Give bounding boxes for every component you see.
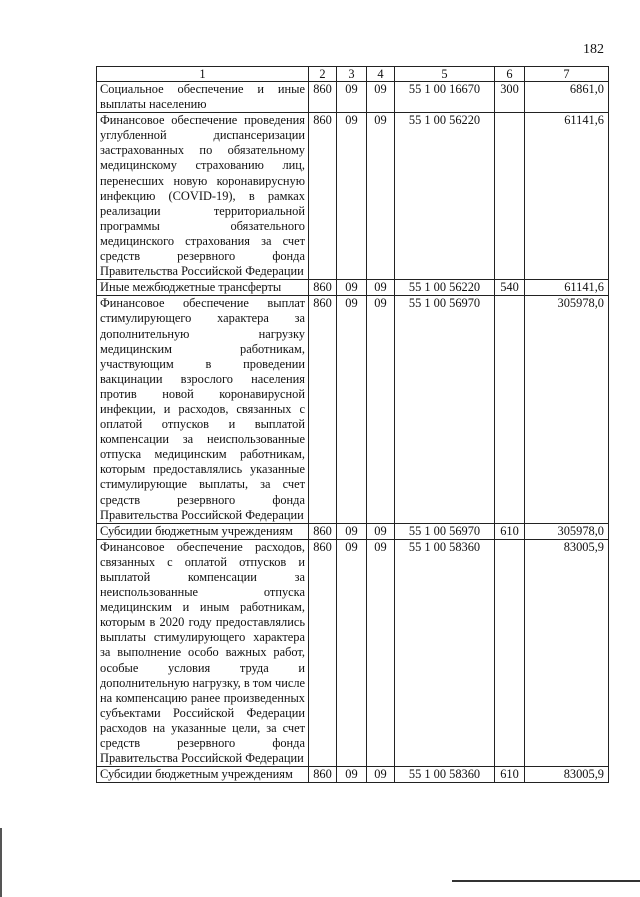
row-amount-cell: 61141,6 [525, 113, 609, 280]
header-cell: 7 [525, 67, 609, 82]
header-cell: 4 [367, 67, 395, 82]
row-target-cell: 55 1 00 58360 [395, 767, 495, 783]
table-row [97, 523, 609, 539]
row-section-cell: 09 [337, 280, 367, 296]
row-section-cell: 09 [337, 113, 367, 280]
row-subsection-cell: 09 [367, 767, 395, 783]
row-code-cell: 860 [309, 767, 337, 783]
row-section-cell: 09 [337, 296, 367, 523]
table-row [97, 296, 609, 523]
header-cell: 1 [97, 67, 309, 82]
row-name-cell: Финансовое обеспечение выплат стимулирующего характера за дополнительную нагрузку медицинским работникам, участвующим в проведении вакцинации взрослого населения против новой коронавирусной инфекции, и расходов, связанных с оплатой отпусков и выплатой компенсации за неиспользованные отпуска медицинским работникам, которым предоставлялись указанные стимулирующие выплаты, за счет средств резервного фонда Правительства Российской Федерации [97, 296, 309, 523]
row-code-cell: 860 [309, 539, 337, 766]
header-cell: 6 [495, 67, 525, 82]
row-target-cell: 55 1 00 16670 [395, 82, 495, 113]
row-name-cell: Субсидии бюджетным учреждениям [97, 523, 309, 539]
row-amount-cell: 6861,0 [525, 82, 609, 113]
bottom-rule [452, 880, 640, 882]
page-number: 182 [583, 42, 604, 57]
row-expense-type-cell: 540 [495, 280, 525, 296]
row-section-cell: 09 [337, 523, 367, 539]
row-expense-type-cell [495, 539, 525, 766]
row-code-cell: 860 [309, 523, 337, 539]
budget-table [96, 66, 609, 783]
header-cell: 5 [395, 67, 495, 82]
row-code-cell: 860 [309, 82, 337, 113]
row-subsection-cell: 09 [367, 523, 395, 539]
row-subsection-cell: 09 [367, 539, 395, 766]
table-row [97, 539, 609, 766]
row-amount-cell: 305978,0 [525, 523, 609, 539]
row-section-cell: 09 [337, 767, 367, 783]
row-name-cell: Социальное обеспечение и иные выплаты населению [97, 82, 309, 113]
row-expense-type-cell: 300 [495, 82, 525, 113]
scan-edge [0, 828, 2, 897]
row-code-cell: 860 [309, 296, 337, 523]
header-cell: 3 [337, 67, 367, 82]
row-name-cell: Финансовое обеспечение проведения углубленной диспансеризации застрахованных по обязательному медицинскому страхованию лиц, перенесших новую коронавирусную инфекцию (COVID-19), в рамках реализации территориальной программы обязательного медицинского страхования за счет средств резервного фонда Правительства Российской Федерации [97, 113, 309, 280]
row-amount-cell: 83005,9 [525, 539, 609, 766]
row-subsection-cell: 09 [367, 280, 395, 296]
row-amount-cell: 305978,0 [525, 296, 609, 523]
row-expense-type-cell: 610 [495, 523, 525, 539]
row-target-cell: 55 1 00 56220 [395, 280, 495, 296]
row-name-cell: Субсидии бюджетным учреждениям [97, 767, 309, 783]
row-name-cell: Финансовое обеспечение расходов, связанных с оплатой отпусков и выплатой компенсации за неиспользованные отпуска медицинским и иным работникам, которым в 2020 году предоставлялись выплаты стимулирующего характера за выполнение особо важных работ, особые условия труда и дополнительную нагрузку, в том числе на компенсацию ранее произведенных субъектами Российской Федерации расходов на указанные цели, за счет средств резервного фонда Правительства Российской Федерации [97, 539, 309, 766]
row-target-cell: 55 1 00 56970 [395, 296, 495, 523]
table-row [97, 280, 609, 296]
row-subsection-cell: 09 [367, 113, 395, 280]
row-expense-type-cell: 610 [495, 767, 525, 783]
table-header-row [97, 67, 609, 82]
row-expense-type-cell [495, 113, 525, 280]
row-subsection-cell: 09 [367, 296, 395, 523]
row-target-cell: 55 1 00 58360 [395, 539, 495, 766]
row-code-cell: 860 [309, 280, 337, 296]
table-row [97, 767, 609, 783]
row-subsection-cell: 09 [367, 82, 395, 113]
row-expense-type-cell [495, 296, 525, 523]
row-amount-cell: 61141,6 [525, 280, 609, 296]
row-code-cell: 860 [309, 113, 337, 280]
row-target-cell: 55 1 00 56970 [395, 523, 495, 539]
row-section-cell: 09 [337, 539, 367, 766]
table-row [97, 113, 609, 280]
header-cell: 2 [309, 67, 337, 82]
row-section-cell: 09 [337, 82, 367, 113]
table-row [97, 82, 609, 113]
row-name-cell: Иные межбюджетные трансферты [97, 280, 309, 296]
row-amount-cell: 83005,9 [525, 767, 609, 783]
row-target-cell: 55 1 00 56220 [395, 113, 495, 280]
